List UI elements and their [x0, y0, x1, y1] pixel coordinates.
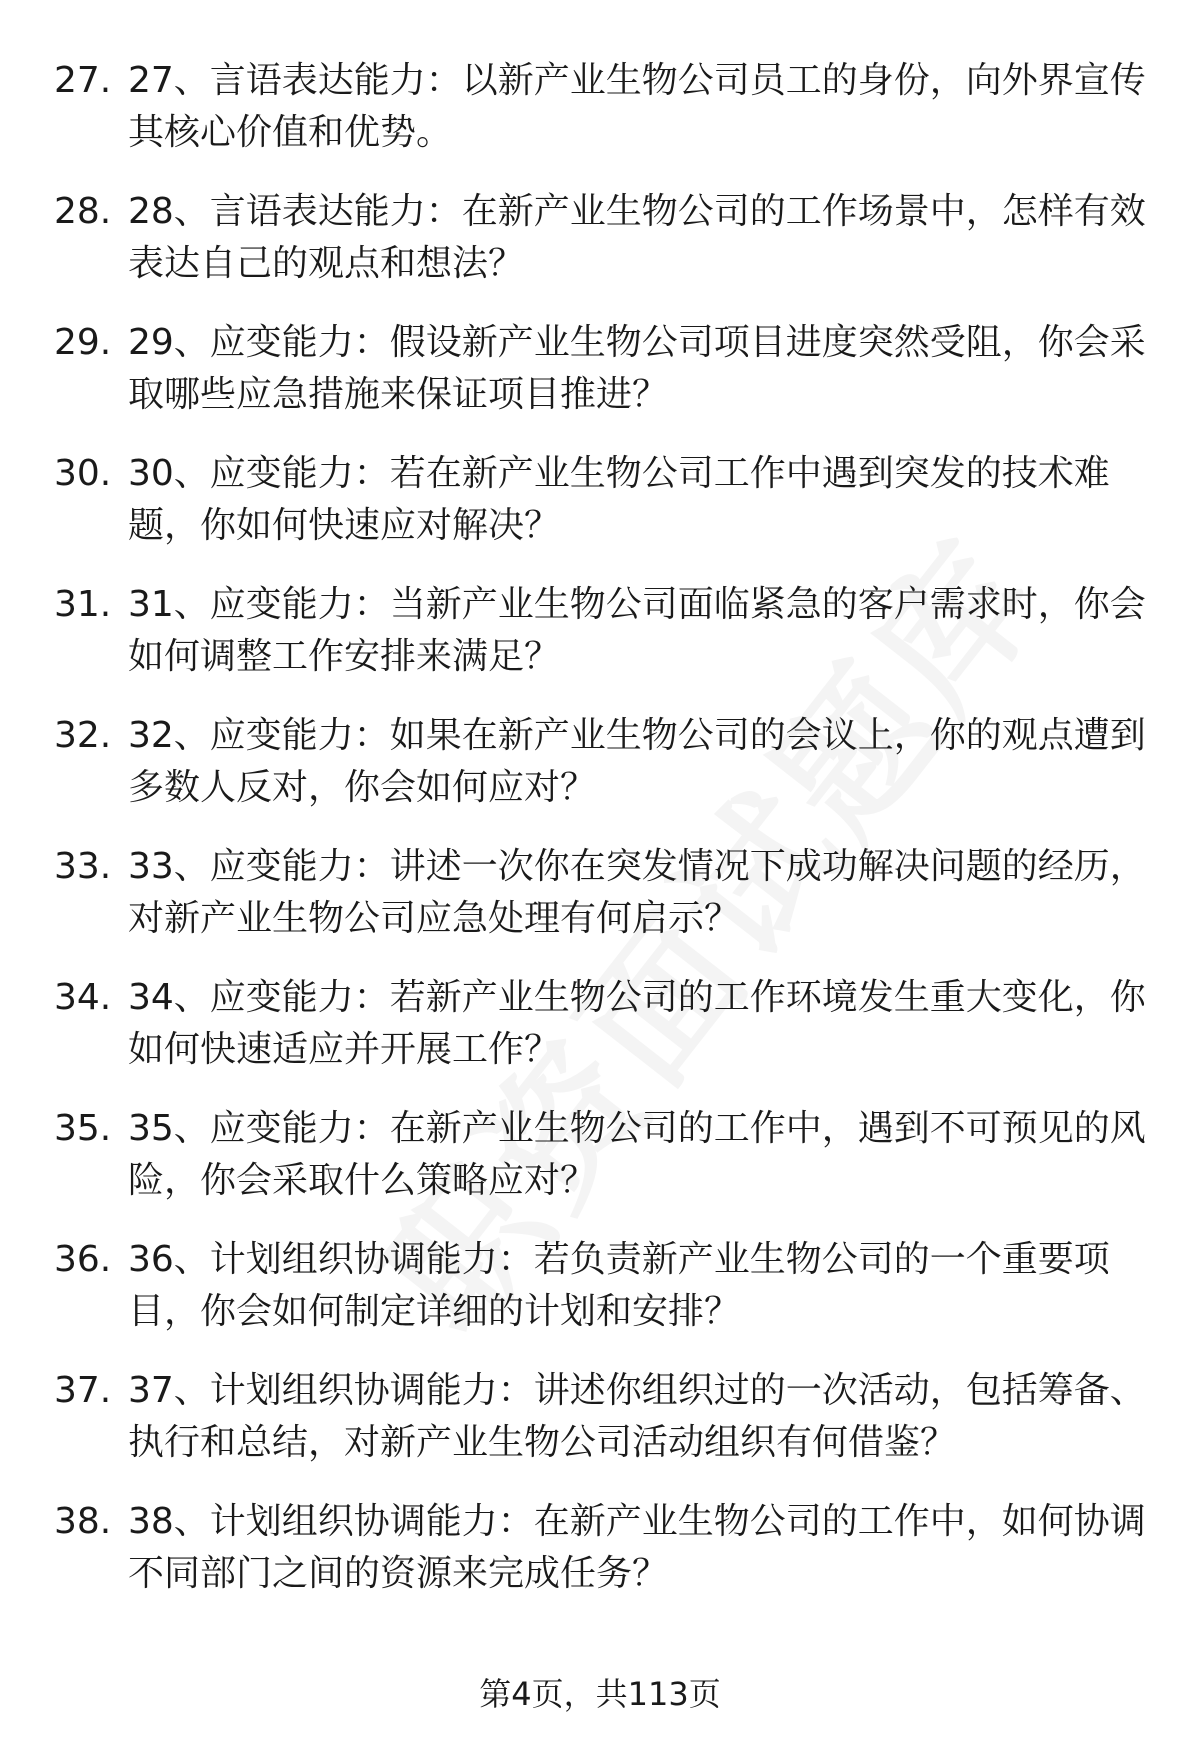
question-list: [0, 55, 1200, 1627]
question-number: 29.: [54, 322, 112, 363]
list-item: [0, 1234, 1200, 1365]
question-number: 34.: [54, 977, 112, 1018]
question-text: 35、应变能力：在新产业生物公司的工作中，遇到不可预见的风险，你会采取什么策略应对？: [128, 1108, 1146, 1201]
list-item: [0, 55, 1200, 186]
list-item: [0, 1103, 1200, 1234]
list-item: [0, 710, 1200, 841]
question-text: 33、应变能力：讲述一次你在突发情况下成功解决问题的经历，对新产业生物公司应急处理有何启示？: [128, 846, 1146, 939]
list-item: [0, 317, 1200, 448]
list-item: [0, 841, 1200, 972]
list-item: [0, 972, 1200, 1103]
question-text: 38、计划组织协调能力：在新产业生物公司的工作中，如何协调不同部门之间的资源来完成任务？: [128, 1501, 1146, 1594]
question-text: 37、计划组织协调能力：讲述你组织过的一次活动，包括筹备、执行和总结，对新产业生物公司活动组织有何借鉴？: [128, 1370, 1146, 1463]
question-text: 31、应变能力：当新产业生物公司面临紧急的客户需求时，你会如何调整工作安排来满足？: [128, 584, 1146, 677]
question-number: 37.: [54, 1370, 112, 1411]
question-number: 27.: [54, 60, 112, 101]
question-text: 32、应变能力：如果在新产业生物公司的会议上，你的观点遭到多数人反对，你会如何应对？: [128, 715, 1146, 808]
question-number: 36.: [54, 1239, 112, 1280]
question-number: 31.: [54, 584, 112, 625]
list-item: [0, 579, 1200, 710]
question-number: 32.: [54, 715, 112, 756]
list-item: [0, 1365, 1200, 1496]
question-text: 30、应变能力：若在新产业生物公司工作中遇到突发的技术难题，你如何快速应对解决？: [128, 453, 1110, 546]
question-text: 36、计划组织协调能力：若负责新产业生物公司的一个重要项目，你会如何制定详细的计划和安排？: [128, 1239, 1110, 1332]
question-number: 28.: [54, 191, 112, 232]
question-number: 38.: [54, 1501, 112, 1542]
question-text: 29、应变能力：假设新产业生物公司项目进度突然受阻，你会采取哪些应急措施来保证项目推进？: [128, 322, 1146, 415]
question-text: 34、应变能力：若新产业生物公司的工作环境发生重大变化，你如何快速适应并开展工作？: [128, 977, 1146, 1070]
question-number: 33.: [54, 846, 112, 887]
question-number: 30.: [54, 453, 112, 494]
question-text: 28、言语表达能力：在新产业生物公司的工作场景中，怎样有效表达自己的观点和想法？: [128, 191, 1146, 284]
question-number: 35.: [54, 1108, 112, 1149]
list-item: [0, 448, 1200, 579]
list-item: [0, 1496, 1200, 1627]
question-text: 27、言语表达能力：以新产业生物公司员工的身份，向外界宣传其核心价值和优势。: [128, 60, 1146, 153]
list-item: [0, 186, 1200, 317]
page-number: 第4页，共113页: [479, 1675, 721, 1713]
